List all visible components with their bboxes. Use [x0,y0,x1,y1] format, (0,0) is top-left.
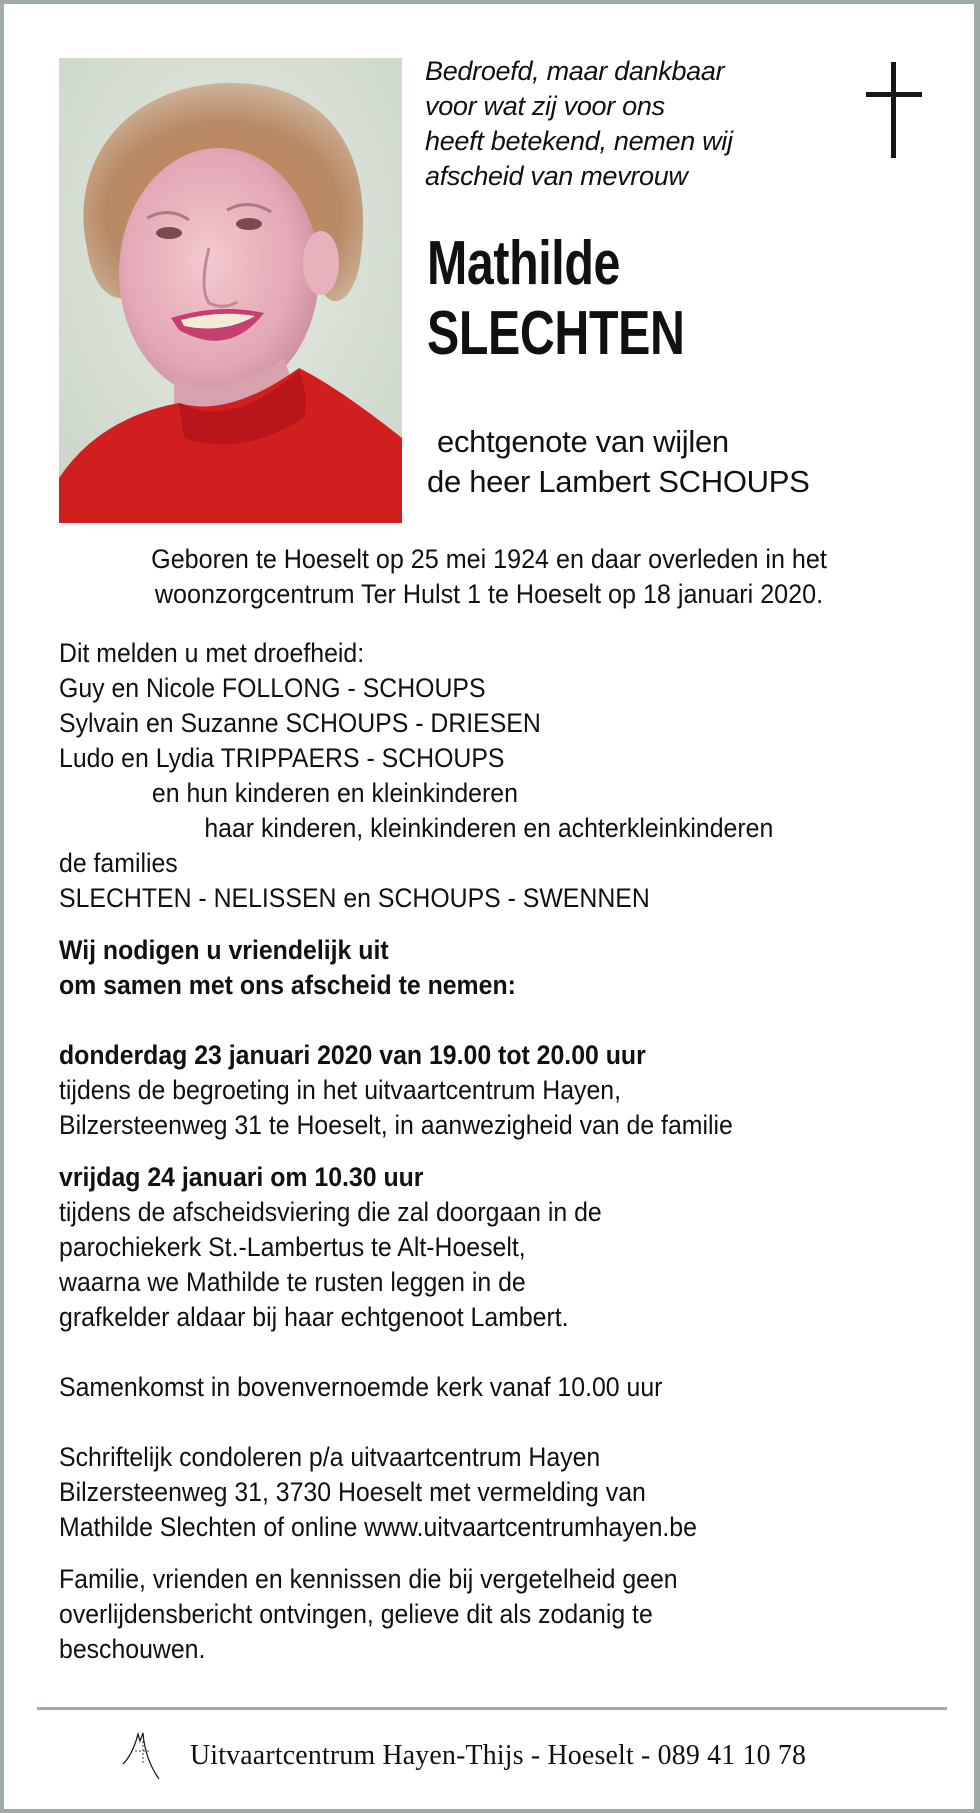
event2-line: tijdens de afscheidsviering die zal doorgaan in de [59,1197,602,1227]
invitation-line: Wij nodigen u vriendelijk uit [59,935,389,965]
event1-heading: donderdag 23 januari 2020 van 19.00 tot 20.00 uur [59,1040,646,1070]
obituary-card [4,4,974,1809]
intro-line: afscheid van mevrouw [425,161,688,191]
condolence-line: Bilzersteenweg 31, 3730 Hoeselt met vermelding van [59,1477,646,1507]
condolence-line: Mathilde Slechten of online www.uitvaartcentrumhayen.be [59,1512,697,1542]
invitation-line: om samen met ons afscheid te nemen: [59,970,516,1000]
her-children: haar kinderen, kleinkinderen en achterkleinkinderen [204,813,774,843]
their-children: en hun kinderen en kleinkinderen [151,778,518,808]
event2-line: parochiekerk St.-Lambertus te Alt-Hoeselt, [59,1232,526,1262]
last-name: SLECHTEN [427,299,685,368]
spouse-line: de heer Lambert SCHOUPS [427,464,810,499]
disclaimer-line: Familie, vrienden en kennissen die bij vergetelheid geen [59,1564,678,1594]
disclaimer-line: overlijdensbericht ontvingen, gelieve dit als zodanig te [59,1599,653,1629]
portrait-photo [59,58,402,523]
footer [4,1729,974,1789]
cross-icon [866,62,922,162]
gathering-info: Samenkomst in bovenvernoemde kerk vanaf 10.00 uur [59,1372,663,1402]
family-names: SLECHTEN - NELISSEN en SCHOUPS - SWENNEN [59,883,650,913]
birth-death-info [38,542,940,612]
intro-text [425,54,733,194]
first-name: Mathilde [427,229,621,298]
announcer-family: Ludo en Lydia TRIPPAERS - SCHOUPS [59,743,505,773]
event1-line: Bilzersteenweg 31 te Hoeselt, in aanwezigheid van de familie [59,1110,733,1140]
event2-line: waarna we Mathilde te rusten leggen in de [59,1267,526,1297]
born-line: Geboren te Hoeselt op 25 mei 1924 en daar overleden in het [151,544,827,574]
spouse-info [427,422,810,502]
event2-line: grafkelder aldaar bij haar echtgenoot Lambert. [59,1302,569,1332]
intro-line: heeft betekend, nemen wij [425,126,733,156]
born-line: woonzorgcentrum Ter Hulst 1 te Hoeselt op 18 januari 2020. [154,579,824,609]
intro-line: voor wat zij voor ons [425,91,665,121]
condolence-line: Schriftelijk condoleren p/a uitvaartcentrum Hayen [59,1442,601,1472]
spouse-line: echtgenote van wijlen [437,424,729,459]
announcer-family: Guy en Nicole FOLLONG - SCHOUPS [59,673,486,703]
announcer-family: Sylvain en Suzanne SCHOUPS - DRIESEN [59,708,541,738]
footer-divider [37,1707,947,1710]
funeral-home-logo-icon [121,1729,161,1784]
event1-line: tijdens de begroeting in het uitvaartcentrum Hayen, [59,1075,622,1105]
announcers-intro: Dit melden u met droefheid: [59,638,365,668]
event2-heading: vrijdag 24 januari om 10.30 uur [59,1162,424,1192]
disclaimer-line: beschouwen. [59,1634,206,1664]
intro-line: Bedroefd, maar dankbaar [425,56,725,86]
funeral-home-info: Uitvaartcentrum Hayen-Thijs - Hoeselt - 089 41 10 78 [190,1739,807,1771]
notice-body [59,636,979,1667]
deceased-name [427,229,685,369]
de-families: de families [59,848,178,878]
